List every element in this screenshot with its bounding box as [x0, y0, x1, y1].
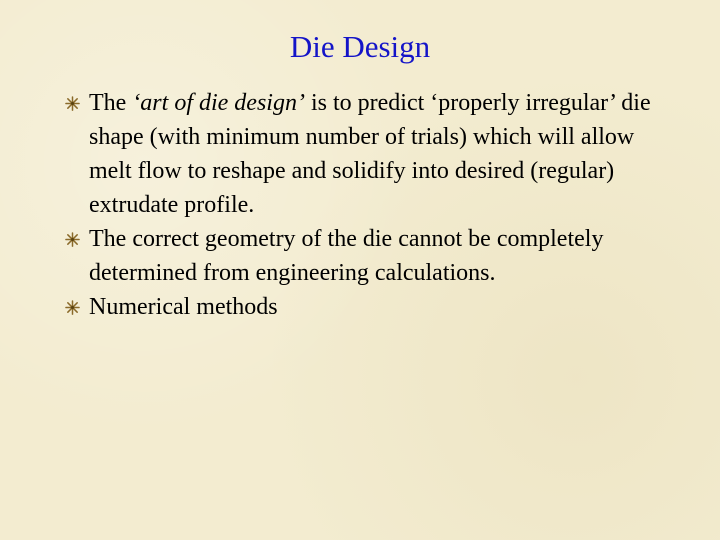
slide-title: Die Design — [289, 29, 431, 64]
bullet-item — [62, 222, 672, 290]
bullet-item — [62, 86, 672, 222]
bullet-list — [62, 86, 672, 324]
bullet-text-part: The — [89, 90, 133, 116]
bullet-item — [62, 290, 672, 324]
bullet-text-part: is to predict ‘properly irregular’ die shape (with minimum number of trials) which will allow melt flow to reshape and solidify into desired (regular) extrudate profile. — [89, 90, 651, 218]
starburst-bullet-icon — [65, 300, 80, 315]
starburst-bullet-icon — [65, 232, 80, 247]
starburst-bullet-icon — [65, 96, 80, 111]
bullet-text: Numerical methods — [89, 294, 278, 320]
bullet-text: The correct geometry of the die cannot be completely determined from engineering calculations. — [89, 226, 604, 286]
bullet-emphasis-text: ‘art of die design’ — [132, 90, 305, 116]
